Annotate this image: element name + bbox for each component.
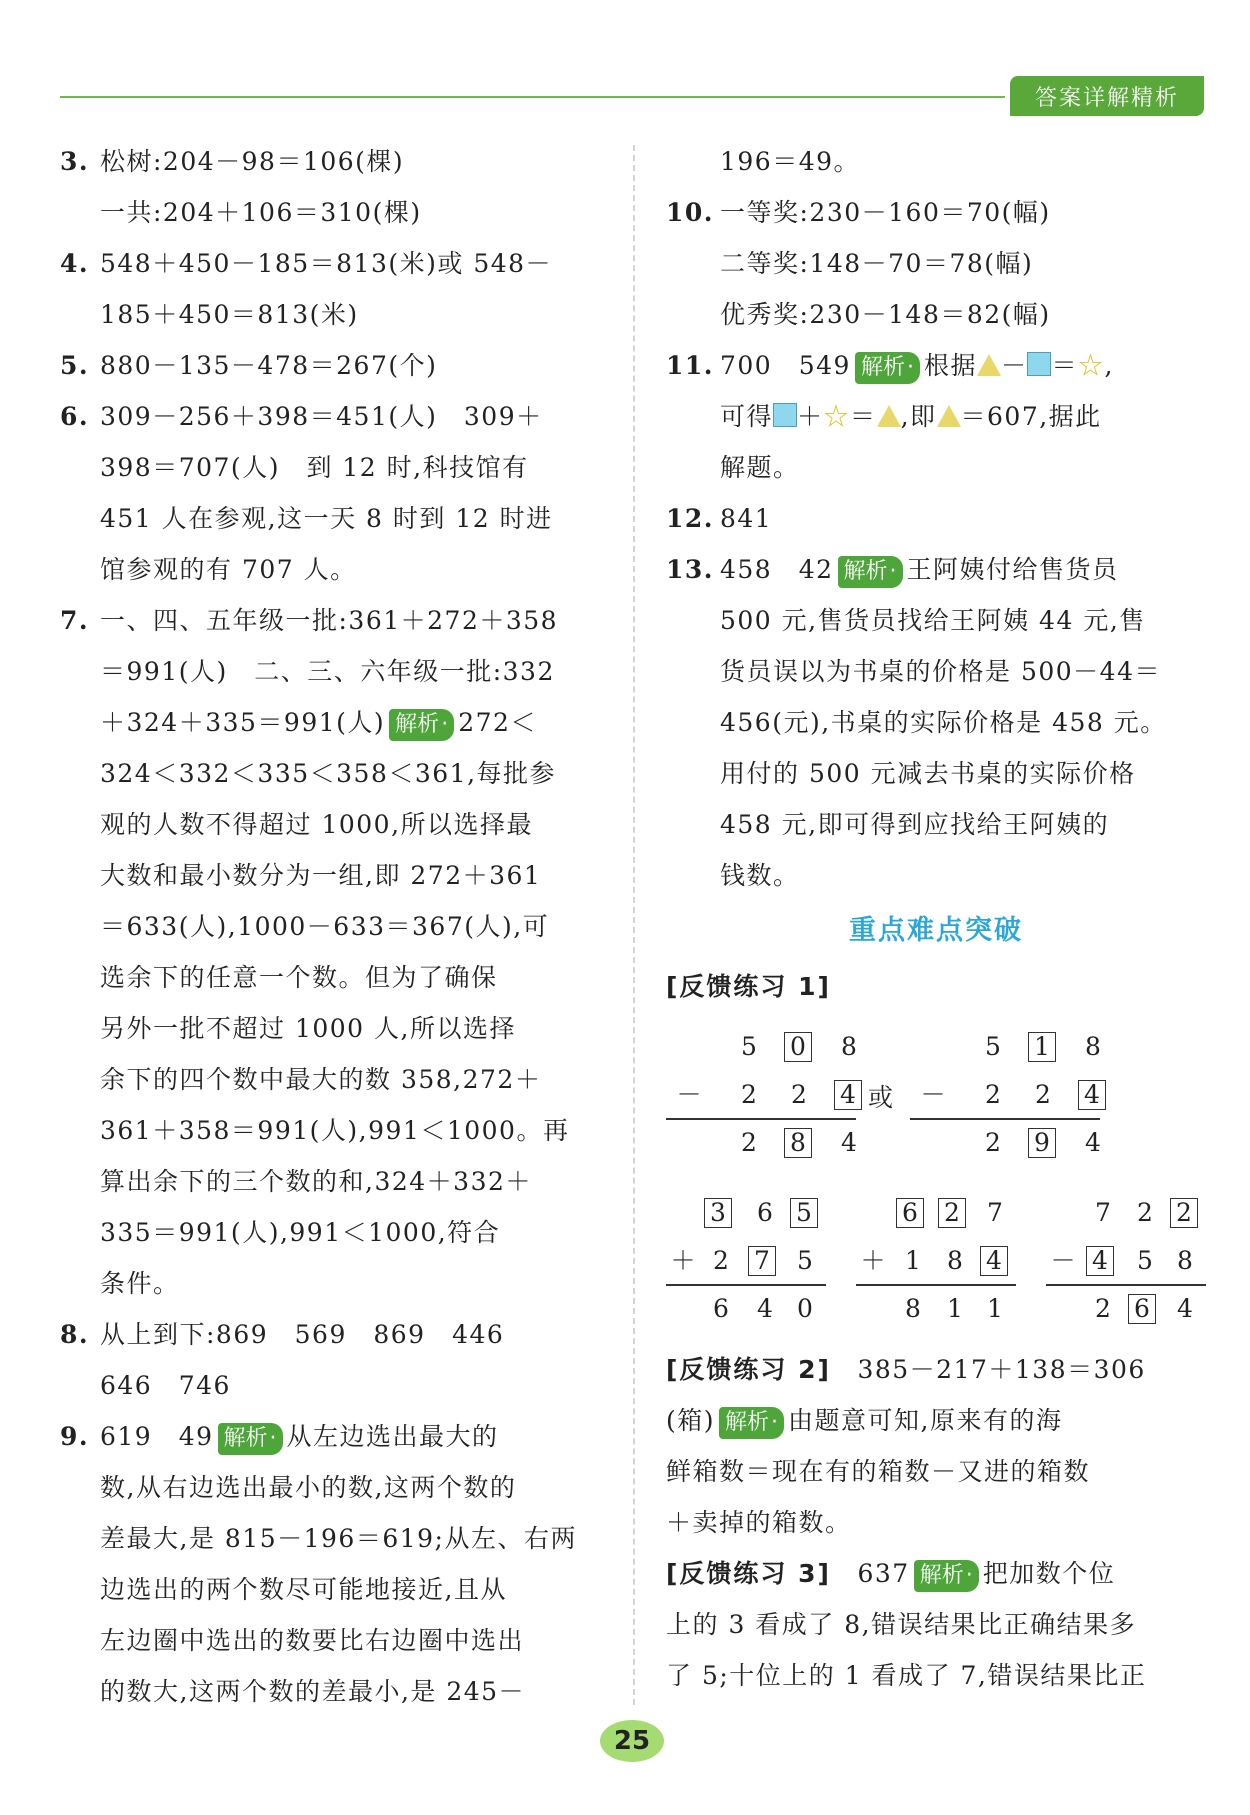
answer-13-line-4: 456(元),书桌的实际价格是 458 元。	[720, 708, 1167, 737]
feedback-1-label: [反馈练习 1]	[666, 972, 831, 1001]
answer-13-line-3: 货员误以为书桌的价格是 500－44＝	[720, 657, 1161, 686]
header-badge: 答案详解精析	[1010, 76, 1204, 116]
answer-9-line-1: 9. 619 49 解析 · 从左边选出最大的	[60, 1411, 608, 1462]
operator: －	[1050, 1246, 1076, 1275]
sum-rule	[666, 1284, 826, 1286]
digit-box: 0	[784, 1032, 812, 1062]
answer-7-line-2: ＝991(人) 二、三、六年级一批:332	[100, 657, 555, 686]
analysis-tag: 解析 ·	[218, 1423, 283, 1455]
answer-4-line-2: 185＋450＝813(米)	[100, 300, 359, 329]
digit: 4	[757, 1294, 773, 1323]
section-title: 重点难点突破	[849, 915, 1023, 946]
digit: 4	[1177, 1294, 1193, 1323]
answer-7-line-10: 余下的四个数中最大的数 358,272＋	[100, 1065, 542, 1094]
answer-3-line-2: 一共:204＋106＝310(棵)	[100, 198, 422, 227]
answer-6-line-2: 398＝707(人) 到 12 时,科技馆有	[100, 453, 529, 482]
digit: 8	[947, 1246, 963, 1275]
answer-4-line-1: 4. 548＋450－185＝813(米)或 548－	[60, 249, 553, 278]
analysis-tag: 解析 ·	[914, 1560, 979, 1592]
answer-12: 12. 841	[666, 504, 773, 533]
digit-box: 4	[1078, 1080, 1106, 1110]
digit-box: 7	[748, 1246, 776, 1276]
page-number: 25	[600, 1720, 664, 1762]
answer-10-line-3: 优秀奖:230－148＝82(幅)	[720, 300, 1051, 329]
answer-5: 5. 880－135－478＝267(个)	[60, 351, 438, 380]
digit: 2	[1095, 1294, 1111, 1323]
star-icon: ☆	[823, 402, 851, 431]
vertical-math-5	[1046, 1196, 1206, 1326]
answer-7-line-12: 算出余下的三个数的和,324＋332＋	[100, 1167, 532, 1196]
answer-11-line-3: 解题。	[720, 453, 800, 482]
answer-6-line-1: 6. 309－256＋398＝451(人) 309＋	[60, 402, 543, 431]
digit-box: 4	[834, 1080, 862, 1110]
digit-box: 1	[1028, 1032, 1056, 1062]
digit-box: 4	[980, 1246, 1008, 1276]
sum-rule	[910, 1118, 1100, 1120]
answer-7-line-11: 361＋358＝991(人),991＜1000。再	[100, 1116, 570, 1145]
digit: 2	[791, 1080, 807, 1109]
digit-box: 5	[790, 1198, 818, 1228]
answer-13-line-6: 458 元,即可得到应找给王阿姨的	[720, 810, 1110, 839]
feedback-3-line-1: [反馈练习 3] 637 解析 · 把加数个位	[666, 1548, 1206, 1599]
answer-13-line-2: 500 元,售货员找给王阿姨 44 元,售	[720, 606, 1146, 635]
answer-10-line-2: 二等奖:148－70＝78(幅)	[720, 249, 1034, 278]
digit: 5	[797, 1246, 813, 1275]
answer-9-line-5: 左边圈中选出的数要比右边圈中选出	[100, 1626, 525, 1655]
triangle-icon	[877, 405, 901, 427]
sum-rule	[856, 1284, 1016, 1286]
header-rule	[60, 96, 1005, 98]
vertical-math-3	[666, 1196, 826, 1326]
digit-box: 9	[1028, 1128, 1056, 1158]
answer-11-line-1: 11. 700 549 解析 · 根据 － ＝☆,	[666, 340, 1206, 391]
analysis-tag: 解析 ·	[719, 1407, 784, 1439]
triangle-icon	[977, 354, 1001, 376]
answer-6-line-4: 馆参观的有 707 人。	[100, 555, 357, 584]
answer-9-continued: 196＝49。	[720, 147, 861, 176]
digit-box: 3	[704, 1198, 732, 1228]
digit: 2	[985, 1080, 1001, 1109]
answer-13-line-5: 用付的 500 元减去书桌的实际价格	[720, 759, 1136, 788]
analysis-tag: 解析 ·	[838, 556, 903, 588]
digit: 5	[1137, 1246, 1153, 1275]
answer-7-line-4: 324＜332＜335＜358＜361,每批参	[100, 759, 557, 788]
sum-rule	[666, 1118, 856, 1120]
answer-7-line-6: 大数和最小数分为一组,即 272＋361	[100, 861, 542, 890]
digit-box: 4	[1086, 1246, 1114, 1276]
digit-box: 2	[938, 1198, 966, 1228]
digit: 8	[905, 1294, 921, 1323]
answer-7-line-9: 另外一批不超过 1000 人,所以选择	[100, 1014, 516, 1043]
vertical-math-1	[666, 1030, 856, 1160]
analysis-tag: 解析 ·	[855, 352, 920, 384]
right-column	[666, 136, 1206, 1012]
digit-box: 6	[896, 1198, 924, 1228]
answer-9-line-4: 边选出的两个数尽可能地接近,且从	[100, 1575, 507, 1604]
answer-10-line-1: 10. 一等奖:230－160＝70(幅)	[666, 198, 1051, 227]
answer-7-line-3: ＋324＋335＝991(人) 解析 · 272＜	[60, 697, 608, 748]
answer-9-line-2: 数,从右边选出最小的数,这两个数的	[100, 1473, 517, 1502]
digit: 8	[1177, 1246, 1193, 1275]
digit: 1	[947, 1294, 963, 1323]
digit: 1	[905, 1246, 921, 1275]
answer-9-line-3: 差最大,是 815－196＝619;从左、右两	[100, 1524, 577, 1553]
feedback-3-line-3: 了 5;十位上的 1 看成了 7,错误结果比正	[666, 1661, 1147, 1690]
digit: 2	[985, 1128, 1001, 1157]
operator: －	[676, 1080, 702, 1109]
vertical-math-2	[910, 1030, 1100, 1160]
digit: 5	[741, 1032, 757, 1061]
digit: 0	[797, 1294, 813, 1323]
feedback-3-line-2: 上的 3 看成了 8,错误结果比正确结果多	[666, 1610, 1137, 1639]
feedback-2-line-1: [反馈练习 2] 385－217＋138＝306	[666, 1355, 1146, 1384]
digit: 7	[987, 1198, 1003, 1227]
answer-3-line-1: 3. 松树:204－98＝106(棵)	[60, 147, 405, 176]
digit: 4	[841, 1128, 857, 1157]
digit: 8	[841, 1032, 857, 1061]
sum-rule	[1046, 1284, 1206, 1286]
answer-7-line-14: 条件。	[100, 1269, 180, 1298]
digit: 2	[741, 1080, 757, 1109]
or-word: 或	[868, 1083, 894, 1112]
digit-box: 2	[1170, 1198, 1198, 1228]
operator: ＋	[860, 1246, 886, 1275]
operator: －	[920, 1080, 946, 1109]
digit: 1	[987, 1294, 1003, 1323]
star-icon: ☆	[1078, 351, 1105, 380]
digit: 2	[1137, 1198, 1153, 1227]
left-column	[60, 136, 608, 1717]
feedback-2-line-2: (箱) 解析 · 由题意可知,原来有的海	[666, 1395, 1206, 1446]
answer-13-line-7: 钱数。	[720, 861, 800, 890]
answer-8-line-1: 8. 从上到下:869 569 869 446	[60, 1320, 505, 1349]
column-divider	[633, 145, 635, 1705]
answer-7-line-5: 观的人数不得超过 1000,所以选择最	[100, 810, 534, 839]
digit-box: 8	[784, 1128, 812, 1158]
digit-box: 6	[1128, 1294, 1156, 1324]
answer-7-line-8: 选余下的任意一个数。但为了确保	[100, 963, 498, 992]
operator: ＋	[670, 1246, 696, 1275]
digit: 2	[1035, 1080, 1051, 1109]
answer-7-line-1: 7. 一、四、五年级一批:361＋272＋358	[60, 606, 559, 635]
answer-11-line-2: 可得 ＋☆＝ ,即 ＝607,据此	[720, 402, 1102, 431]
digit: 7	[1095, 1198, 1111, 1227]
feedback-2-line-3: 鲜箱数＝现在有的箱数－又进的箱数	[666, 1457, 1091, 1486]
digit: 2	[741, 1128, 757, 1157]
feedback-2-line-4: ＋卖掉的箱数。	[666, 1508, 852, 1537]
vertical-math-4	[856, 1196, 1016, 1326]
answer-13-line-1: 13. 458 42 解析 · 王阿姨付给售货员	[666, 544, 1206, 595]
feedback-section	[666, 1344, 1206, 1701]
analysis-tag: 解析 ·	[389, 709, 454, 741]
answer-7-line-7: ＝633(人),1000－633＝367(人),可	[100, 912, 550, 941]
digit: 8	[1085, 1032, 1101, 1061]
digit: 2	[713, 1246, 729, 1275]
digit: 5	[985, 1032, 1001, 1061]
square-icon	[1027, 352, 1051, 376]
answer-8-line-2: 646 746	[100, 1371, 231, 1400]
digit: 6	[713, 1294, 729, 1323]
digit: 4	[1085, 1128, 1101, 1157]
digit: 6	[757, 1198, 773, 1227]
answer-7-line-13: 335＝991(人),991＜1000,符合	[100, 1218, 501, 1247]
triangle-icon	[937, 405, 961, 427]
square-icon	[773, 403, 797, 427]
answer-6-line-3: 451 人在参观,这一天 8 时到 12 时进	[100, 504, 553, 533]
answer-9-line-6: 的数大,这两个数的差最小,是 245－	[100, 1677, 526, 1706]
